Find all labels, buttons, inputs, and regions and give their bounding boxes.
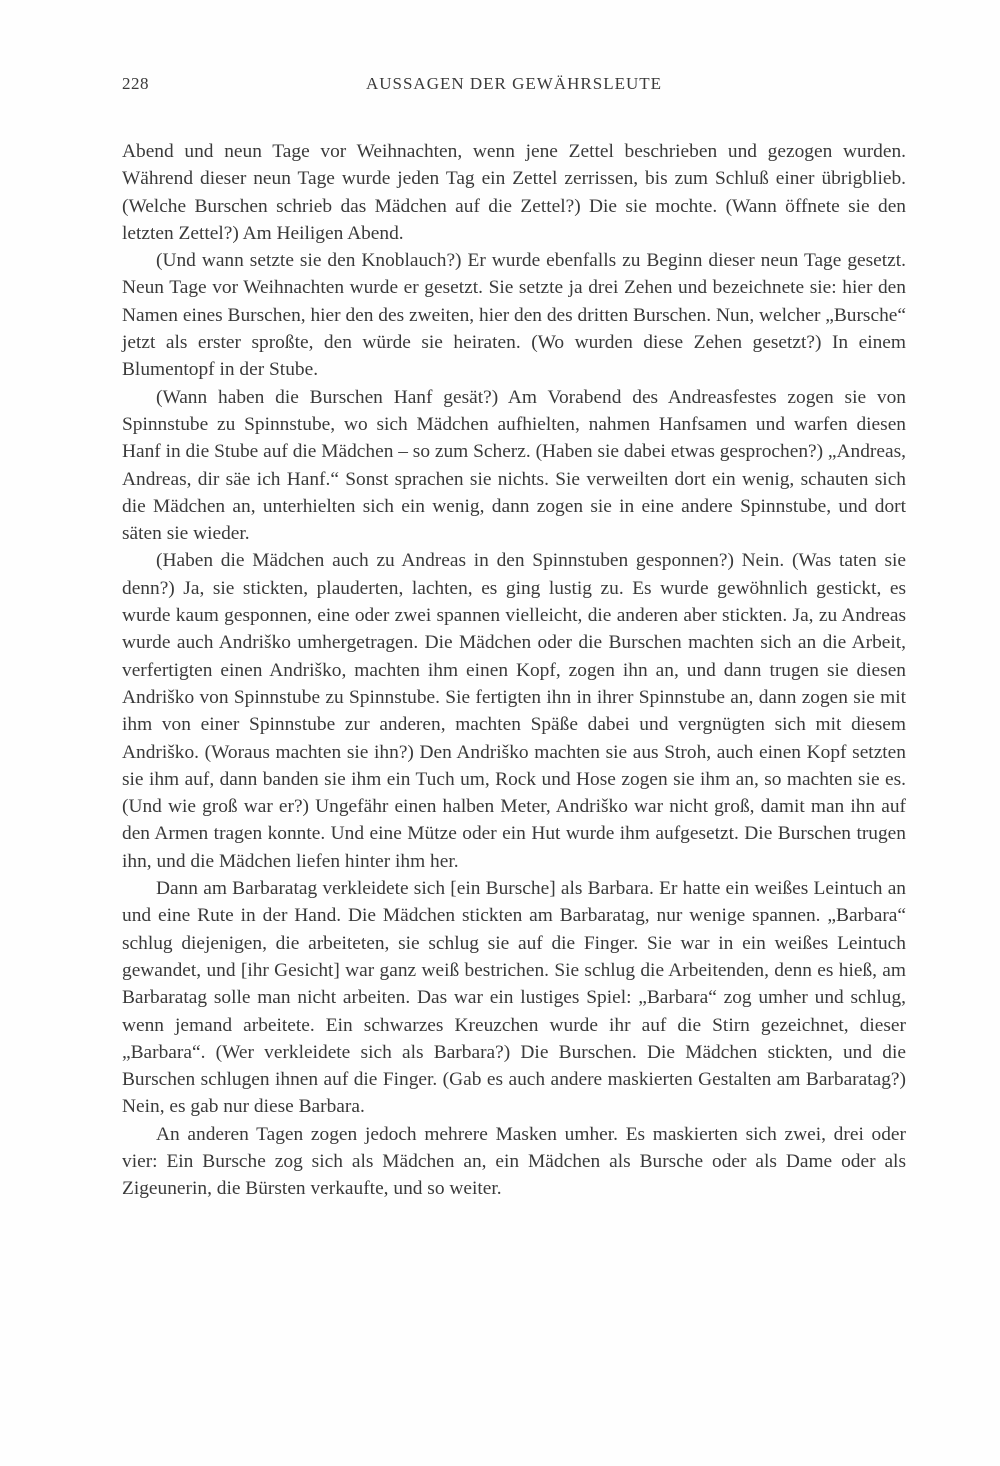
paragraph: (Und wann setzte sie den Knoblauch?) Er wurde ebenfalls zu Beginn dieser neun Tage gesetzt. Neun Tage vor Weihnachten wurde er gesetzt. Sie setzte ja drei Zehen und bezeichnete sie: hier den Namen eines Burschen, hier den des zweiten, hier den des dritten Burschen. Nun, welcher „Bursche“ jetzt als erster sproßte, den würde sie heiraten. (Wo wurden diese Zehen gesetzt?) In einem Blumentopf in der Stube. <box>122 250 906 381</box>
paragraph: An anderen Tagen zogen jedoch mehrere Masken umher. Es maskierten sich zwei, drei oder vier: Ein Bursche zog sich als Mädchen an, ein Mädchen als Bursche oder als Dame oder als Zigeunerin, die Bürsten verkaufte, und so weiter. <box>122 1123 906 1200</box>
running-title: AUSSAGEN DER GEWÄHRSLEUTE <box>365 74 663 93</box>
page-number: 228 <box>122 74 149 93</box>
paragraph: (Haben die Mädchen auch zu Andreas in den Spinnstuben gesponnen?) Nein. (Was taten sie denn?) Ja, sie stickten, plauderten, lachten, es ging lustig zu. Es wurde gewöhnlich gestickt, es wurde kaum gesponnen, eine oder zwei spannen vielleicht, die anderen aber stickten. Ja, zu Andreas wurde auch Andriško umhergetragen. Die Mädchen oder die Burschen machten sich an die Arbeit, verfertigten einen Andriško, machten ihm einen Kopf, zogen ihn an, und dann trugen sie diesen Andriško von Spinnstube zu Spinnstube. Sie fertigten ihn in ihrer Spinnstube an, dann zogen sie mit ihm von einer Spinnstube zur anderen, machten Späße dabei und vergnügten sich mit diesem Andriško. (Woraus machten sie ihn?) Den Andriško machten sie aus Stroh, auch einen Kopf setzten sie ihm auf, dann banden sie ihm ein Tuch um, Rock und Hose zogen sie ihm an, so machten sie es. (Und wie groß war er?) Ungefähr einen halben Meter, Andriško war nicht groß, damit man ihn auf den Armen tragen konnte. Und eine Mütze oder ein Hut wurde ihm aufgesetzt. Die Burschen trugen ihn, und die Mädchen liefen hinter ihm her. <box>122 550 906 872</box>
body-text <box>122 138 906 1203</box>
paragraph: Dann am Barbaratag verkleidete sich [ein Bursche] als Barbara. Er hatte ein weißes Leintuch an und eine Rute in der Hand. Die Mädchen stickten am Barbaratag, nur wenige spannen. „Barbara“ schlug diejenigen, die arbeiteten, sie schlug sie auf die Finger. Sie war in ein weißes Leintuch gewandet, und [ihr Gesicht] war ganz weiß bestrichen. Sie schlug die Arbeitenden, denn es hieß, am Barbaratag solle man nicht arbeiten. Das war ein lustiges Spiel: „Barbara“ zog umher und schlug, wenn jemand arbeitete. Ein schwarzes Kreuzchen wurde ihr auf die Stirn gezeichnet, dieser „Barbara“. (Wer verkleidete sich als Barbara?) Die Burschen. Die Mädchen stickten, und die Burschen schlugen ihnen auf die Finger. (Gab es auch andere maskierten Gestalten am Barbaratag?) Nein, es gab nur diese Barbara. <box>122 878 906 1118</box>
page-header <box>122 74 906 100</box>
paragraph: Abend und neun Tage vor Weihnachten, wenn jene Zettel beschrieben und gezogen wurden. Während dieser neun Tage wurde jeden Tag ein Zettel zerrissen, bis zum Schluß einer übrigblieb. (Welche Burschen schrieb das Mädchen auf die Zettel?) Die sie mochte. (Wann öffnete sie den letzten Zettel?) Am Heiligen Abend. <box>122 141 906 244</box>
paragraph: (Wann haben die Burschen Hanf gesät?) Am Vorabend des Andreasfestes zogen sie von Spinnstube zu Spinnstube, wo sich Mädchen aufhielten, nahmen Hanfsamen und warfen diesen Hanf in die Stube auf die Mädchen – so zum Scherz. (Haben sie dabei etwas gesprochen?) „Andreas, Andreas, dir säe ich Hanf.“ Sonst sprachen sie nichts. Sie verweilten dort ein wenig, schauten sich die Mädchen an, unterhielten sich ein wenig, dann zogen sie in eine andere Spinnstube, und dort säten sie wieder. <box>122 386 906 545</box>
